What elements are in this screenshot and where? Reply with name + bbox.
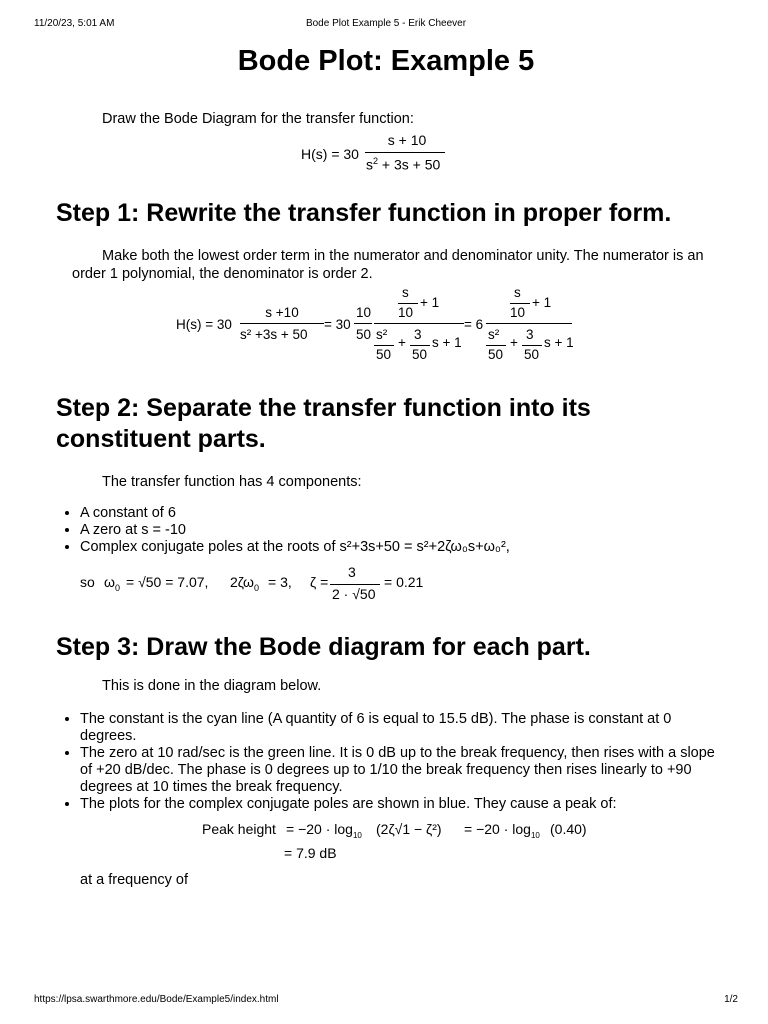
document-body <box>56 40 716 889</box>
print-doc-title: Bode Plot Example 5 - Erik Cheever <box>305 18 467 29</box>
list-item: • Complex conjugate poles at the roots of s²+3s+50 = s²+2ζω₀s+ω₀², <box>80 539 716 556</box>
step3-text: This is done in the diagram below. <box>102 678 322 694</box>
print-footer <box>34 994 738 1008</box>
omega-zeta-equation: so $\omega_0$ = √50 = 7.07, $2\zeta\omega_0$ = 3, ζ = 3 2 · √50 = 0.21 <box>80 564 424 602</box>
fraction-bar <box>365 152 445 153</box>
print-datetime: 11/20/23, 5:01 AM <box>34 18 115 29</box>
print-page-number: 1/2 <box>724 994 738 1005</box>
intro-text: Draw the Bode Diagram for the transfer function: <box>102 111 414 127</box>
step2-text: The transfer function has 4 components: <box>102 474 362 490</box>
step3-list <box>56 711 716 813</box>
list-item: • The plots for the complex conjugate poles are shown in blue. They cause a peak of: <box>80 796 716 813</box>
list-item: • The constant is the cyan line (A quantity of 6 is equal to 15.5 dB). The phase is constant at 0 degrees. <box>80 711 716 745</box>
list-item: • A constant of 6 <box>80 505 716 522</box>
step1-heading: Step 1: Rewrite the transfer function in proper form. <box>56 199 672 227</box>
step1-equation: H(s) = 30 s +10 s² +3s + 50 = 30 10 50 s 10 + 1 s² 50 + 3 50 s + 1 = 6 s 10 + 1 s² 50 + 3 50 s + 1 <box>176 285 574 362</box>
peak-height-equation: Peak height = $-20 \cdot \log_{10}$ (2ζ√1 − ζ²) = $-20 \cdot \log_{10}$ (0.40) = 7.9 dB <box>202 821 587 861</box>
list-item: • A zero at s = -10 <box>80 522 716 539</box>
step2-list <box>56 505 716 556</box>
list-item: • The zero at 10 rad/sec is the green line. It is 0 dB up to the break frequency, then rises with a slope of +20 dB/dec. The phase is 0 degrees up to 1/10 the break frequency then rises linearly to +90 degrees at 10 times the break frequency. <box>80 745 716 796</box>
frequency-text: at a frequency of <box>80 872 189 888</box>
page-title: Bode Plot: Example 5 <box>237 45 535 77</box>
step1-text: Make both the lowest order term in the numerator and denominator unity. The numerator is an order 1 polynomial, the denominator is order 2. <box>72 248 704 282</box>
intro-equation: H(s) = 30 s + 10 $s^2 + 3s + 50$ <box>56 132 716 180</box>
step2-heading: Step 2: Separate the transfer function into its constituent parts. <box>56 394 591 453</box>
print-url: https://lpsa.swarthmore.edu/Bode/Example5/index.html <box>34 994 279 1005</box>
print-header <box>34 18 738 32</box>
step3-heading: Step 3: Draw the Bode diagram for each part. <box>56 633 591 661</box>
